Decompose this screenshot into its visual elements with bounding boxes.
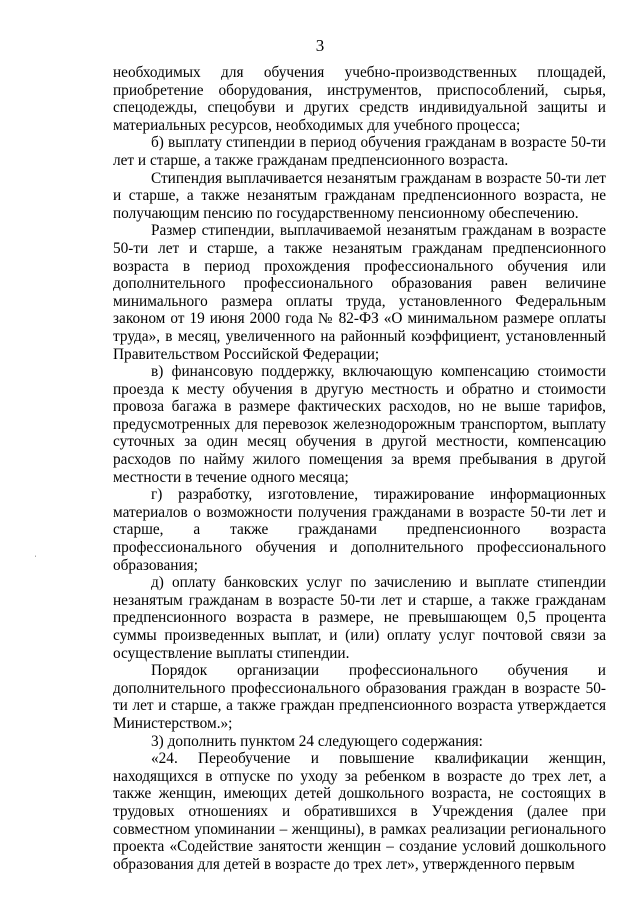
paragraph-3: Стипендия выплачивается незанятым гражданам в возрасте 50-ти лет и старше, а также незанятым гражданам предпенсионного возраста, не получающим пенсию по государственному пенсионному обеспечению. bbox=[113, 169, 606, 222]
page-number: 3 bbox=[315, 36, 325, 55]
paragraph-2: б) выплату стипендии в период обучения гражданам в возрасте 50-ти лет и старше, а также гражданам предпенсионного возраста. bbox=[113, 134, 606, 169]
paragraph-9: 3) дополнить пунктом 24 следующего содержания: bbox=[151, 732, 483, 750]
paragraph-8: Порядок организации профессионального обучения и дополнительного профессионального образования граждан в возрасте 50-ти лет и старше, а также граждан предпенсионного возраста утверждается Министерством.»; bbox=[113, 662, 606, 732]
paragraph-1: необходимых для обучения учебно-производственных площадей, приобретение оборудования, инструментов, приспособлений, сырья, спецодежды, спецобуви и других средств индивидуальной защиты и материальных ресурсов, необходимых для учебного процесса; bbox=[113, 64, 606, 134]
paragraph-7: д) оплату банковских услуг по зачислению и выплате стипендии незанятым гражданам в возрасте 50-ти лет и старше, а также гражданам предпенсионного возраста в размере, не превышающем 0,5 процента суммы произведенных выплат, и (или) оплату услуг почтовой связи за осуществление выплаты стипендии. bbox=[113, 574, 606, 662]
paragraph-5: в) финансовую поддержку, включающую компенсацию стоимости проезда к месту обучения в другую местность и обратно и стоимости провоза багажа в размере фактических расходов, но не выше тарифов, предусмотренных для перевозок железнодорожным транспортом, выплату суточных за один месяц обучения в другой местности, компенсацию расходов по найму жилого помещения за время пребывания в другой местности в течение одного месяца; bbox=[113, 363, 606, 486]
margin-mark: ˌ bbox=[34, 547, 37, 557]
document-body bbox=[113, 64, 606, 873]
paragraph-6: г) разработку, изготовление, тиражирование информационных материалов о возможности получения гражданами в возрасте 50-ти лет и старше, а также гражданами предпенсионного возраста профессионального обучения и дополнительного профессионального образования; bbox=[113, 486, 606, 574]
paragraph-4: Размер стипендии, выплачиваемой незанятым гражданам в возрасте 50-ти лет и старше, а также незанятым гражданам предпенсионного возраста в период прохождения профессионального обучения или дополнительного профессионального образования равен величине минимального размера оплаты труда, установленного Федеральным законом от 19 июня 2000 года № 82-ФЗ «О минимальном размере оплаты труда», в месяц, увеличенного на районный коэффициент, установленный Правительством Российской Федерации; bbox=[113, 222, 606, 363]
paragraph-10: «24. Переобучение и повышение квалификации женщин, находящихся в отпуске по уходу за ребенком в возрасте до трех лет, а также женщин, имеющих детей дошкольного возраста, не состоящих в трудовых отношениях и обратившихся в Учреждения (далее при совместном упоминании – женщины), в рамках реализации регионального проекта «Содействие занятости женщин – создание условий дошкольного образования для детей в возрасте до трех лет», утвержденного первым bbox=[113, 750, 606, 873]
